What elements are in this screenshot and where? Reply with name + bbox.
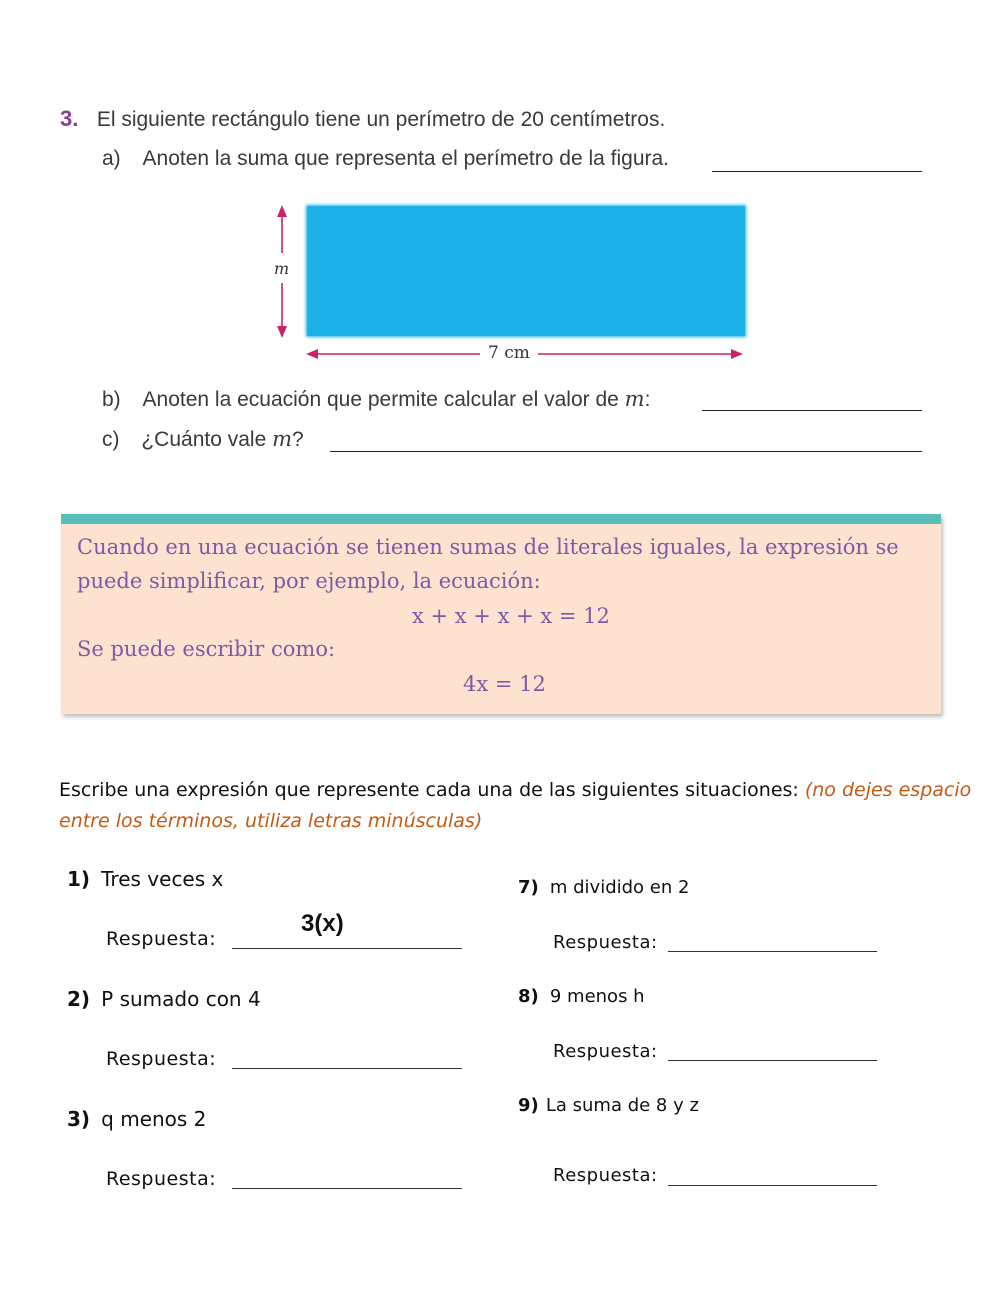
part-b-answer-blank[interactable] (702, 410, 922, 411)
exercise-8-label: 9 menos h (549, 986, 645, 1007)
part-a-answer-blank[interactable] (712, 171, 922, 172)
exercise-1-number: 1) (67, 867, 91, 891)
width-label: 7 cm (488, 343, 530, 363)
part-b (102, 387, 650, 412)
instructions-note-1: (no dejes espacio (804, 779, 972, 801)
exercise-9-answer-label: Respuesta: (553, 1165, 658, 1186)
exercise-1-answer-blank[interactable] (232, 948, 462, 949)
part-b-var: m (624, 387, 645, 411)
instructions-note-2: entre los términos, utiliza letras minúsculas) (59, 810, 483, 832)
part-b-letter: b) (102, 388, 121, 411)
exercise-2-answer-blank[interactable] (232, 1068, 462, 1069)
part-a (102, 147, 669, 171)
exercise-8-answer-label: Respuesta: (553, 1041, 658, 1062)
exercise-7 (518, 877, 689, 898)
exercise-3 (67, 1107, 206, 1131)
part-c-letter: c) (102, 428, 120, 451)
part-c-q: ? (292, 428, 304, 451)
exercise-2-number: 2) (67, 987, 91, 1011)
tip-line-3: Se puede escribir como: (77, 637, 336, 661)
exercise-2-answer-label: Respuesta: (106, 1048, 217, 1070)
exercise-1-label: Tres veces x (101, 867, 224, 891)
exercise-9-label: La suma de 8 y z (545, 1095, 699, 1116)
instructions-main: Escribe una expresión que represente cada una de las siguientes situaciones: (59, 779, 805, 801)
part-c (102, 427, 304, 452)
exercise-3-label: q menos 2 (101, 1107, 207, 1131)
tip-equation-1: x + x + x + x = 12 (412, 604, 610, 628)
exercise-1-answer[interactable]: 3(x) (301, 910, 344, 937)
exercise-2 (67, 987, 261, 1011)
problem-statement: El siguiente rectángulo tiene un perímetro de 20 centímetros. (96, 108, 666, 131)
exercise-3-answer-label: Respuesta: (106, 1168, 217, 1190)
tip-line-2: puede simplificar, por ejemplo, la ecuación: (77, 569, 541, 593)
tip-equation-2: 4x = 12 (463, 672, 546, 696)
instructions (59, 779, 971, 801)
exercise-7-answer-label: Respuesta: (553, 932, 658, 953)
height-label: m (274, 259, 290, 278)
exercise-9 (518, 1095, 699, 1116)
exercise-7-answer-blank[interactable] (668, 951, 877, 952)
problem-header (60, 106, 665, 132)
exercise-8-answer-blank[interactable] (668, 1060, 877, 1061)
exercise-9-number: 9) (518, 1095, 539, 1116)
part-a-letter: a) (102, 147, 121, 170)
exercise-8 (518, 986, 645, 1007)
exercise-7-number: 7) (518, 877, 539, 898)
part-b-text: Anoten la ecuación que permite calcular el valor de (142, 388, 625, 411)
problem-number: 3. (60, 106, 79, 131)
exercise-8-number: 8) (518, 986, 539, 1007)
exercise-9-answer-blank[interactable] (668, 1185, 877, 1186)
exercise-1 (67, 867, 223, 891)
exercise-2-label: P sumado con 4 (101, 987, 261, 1011)
part-c-answer-blank[interactable] (330, 451, 922, 452)
tip-line-1: Cuando en una ecuación se tienen sumas de literales iguales, la expresión se (77, 535, 899, 559)
exercise-7-label: m dividido en 2 (549, 877, 690, 898)
part-a-text: Anoten la suma que representa el perímetro de la figura. (142, 147, 670, 170)
exercise-1-answer-label: Respuesta: (106, 928, 217, 950)
part-c-text: ¿Cuánto vale (141, 428, 273, 451)
part-b-colon: : (644, 388, 651, 411)
exercise-3-answer-blank[interactable] (232, 1188, 462, 1189)
exercise-3-number: 3) (67, 1107, 91, 1131)
part-c-var: m (272, 427, 293, 451)
